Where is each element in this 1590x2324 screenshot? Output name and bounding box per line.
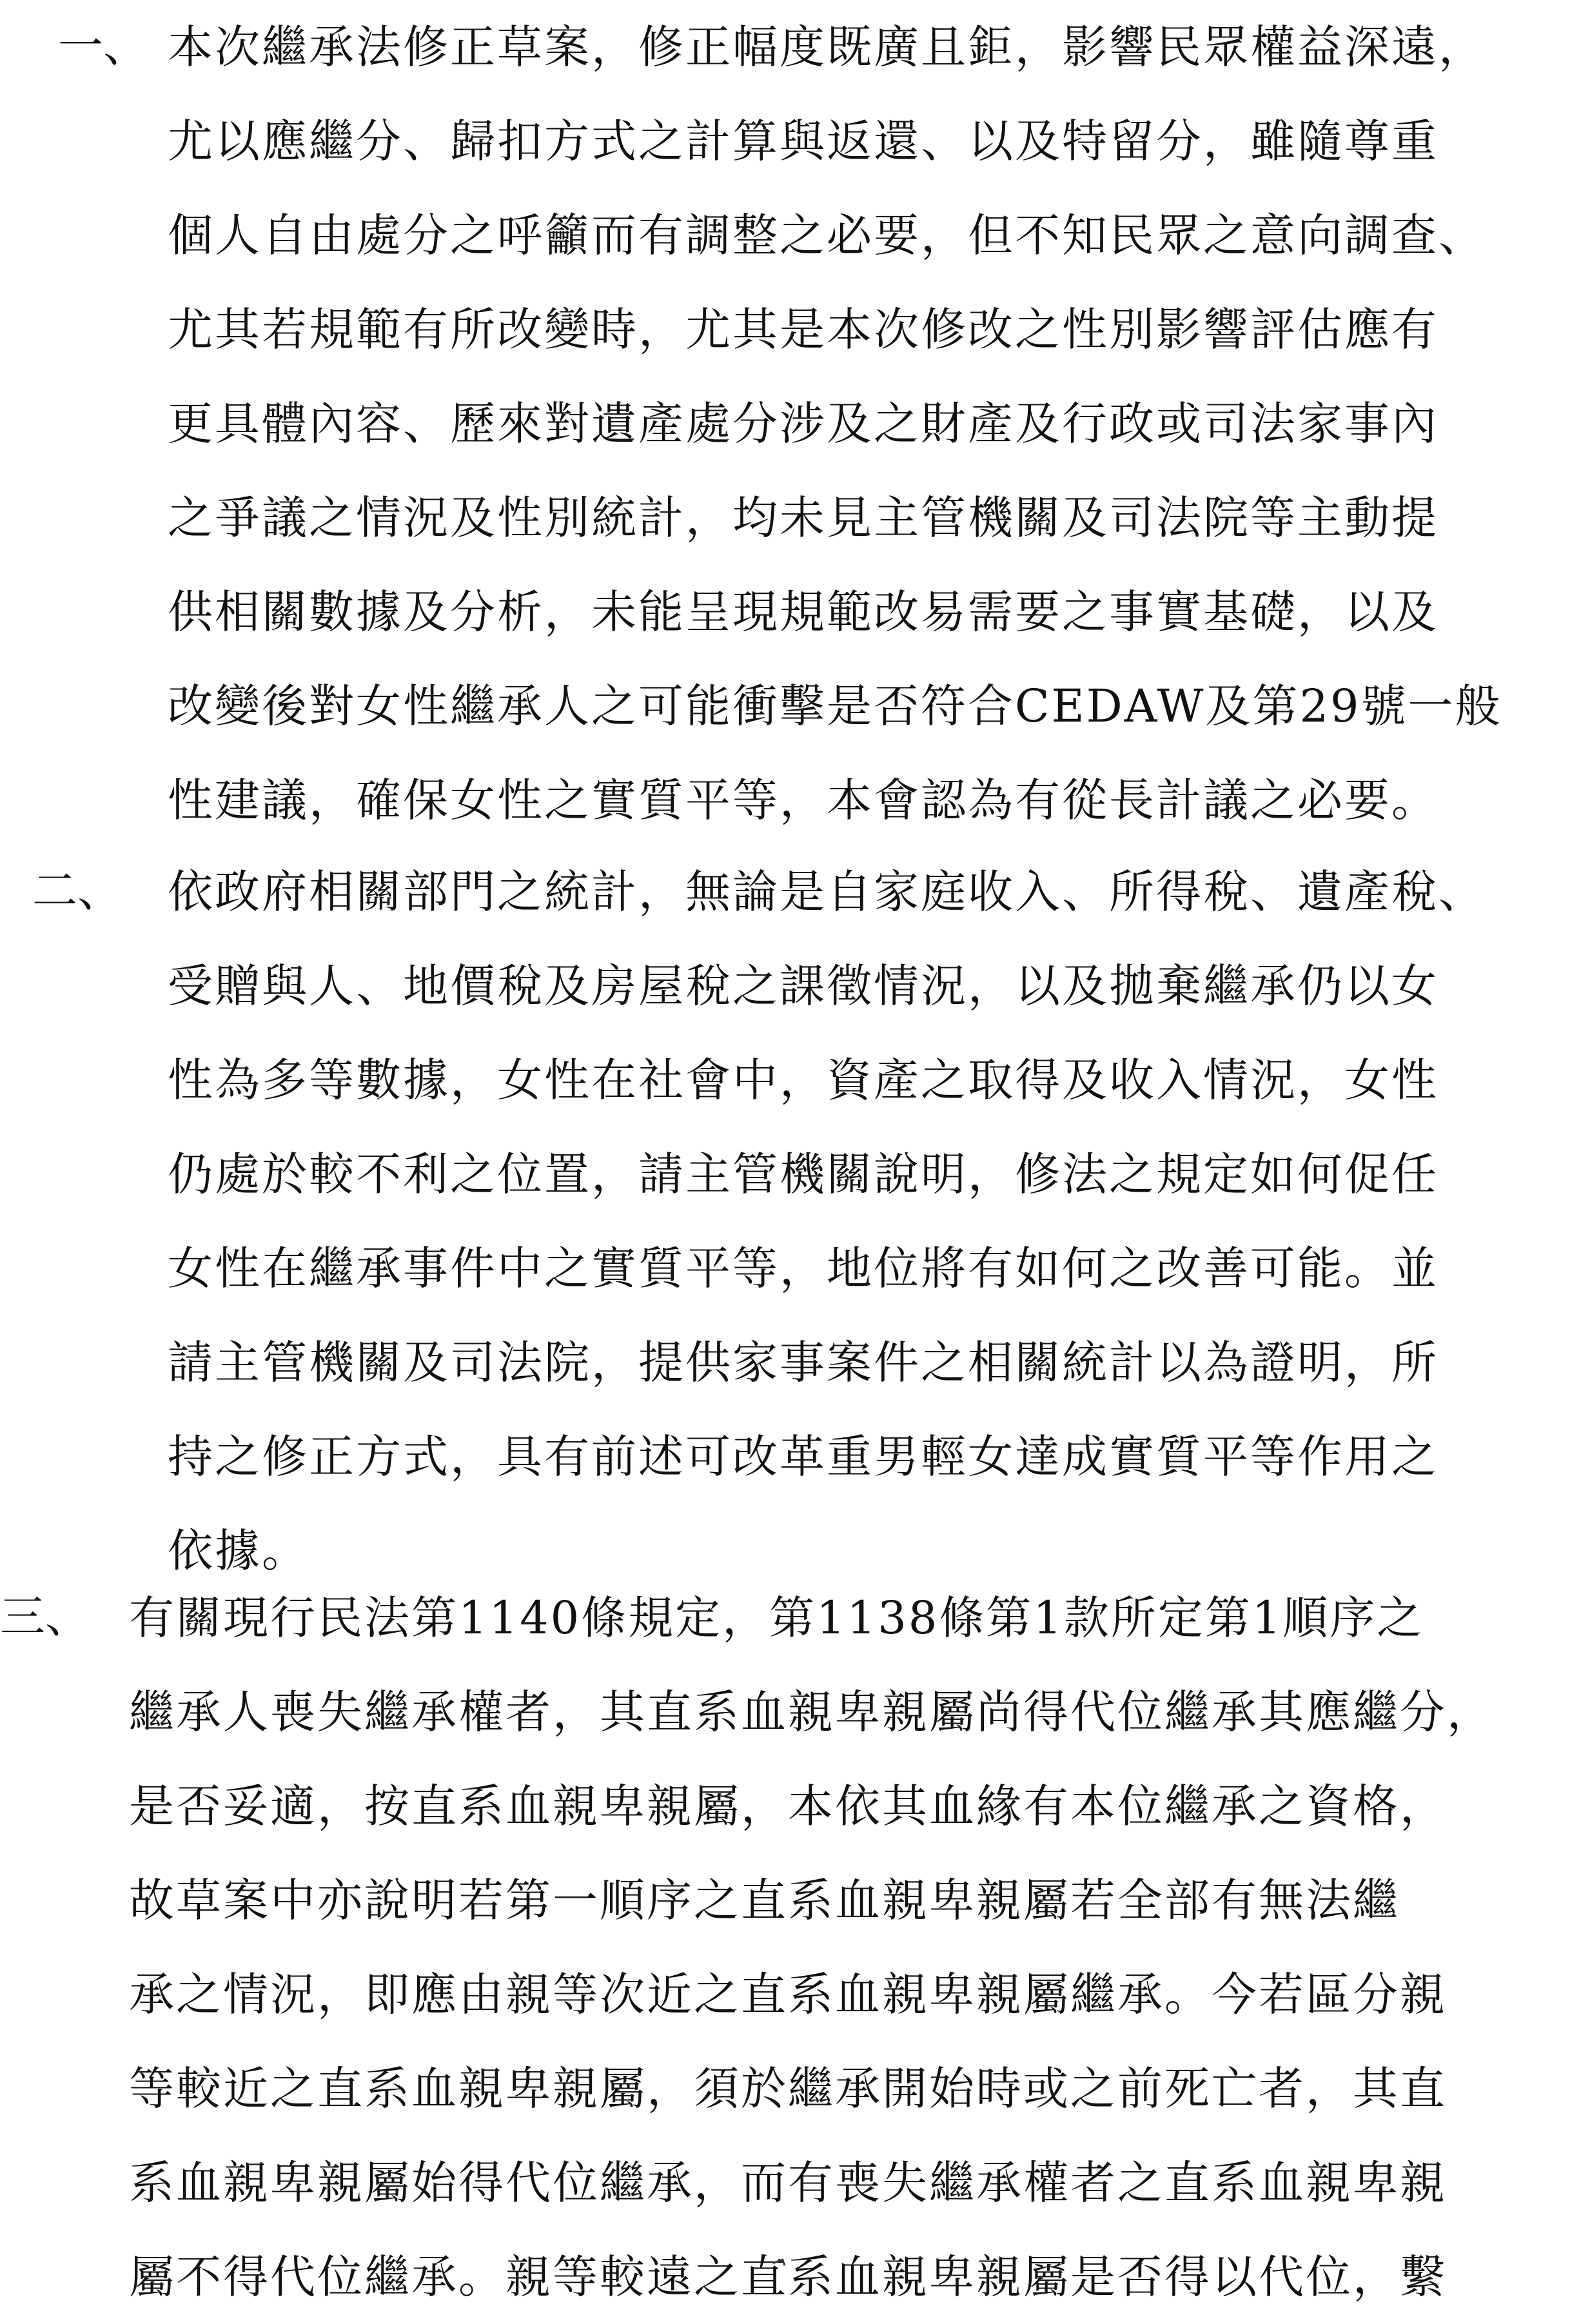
text-line: 系血親卑親屬始得代位繼承，而有喪失繼承權者之直系血親卑親 (129, 2156, 1447, 2209)
text-line: 屬不得代位繼承。親等較遠之直系血親卑親屬是否得以代位，繫 (129, 2250, 1447, 2303)
text-line: 性建議，確保女性之實質平等，本會認為有從長計議之必要。 (168, 774, 1438, 827)
text-line: 是否妥適，按直系血親卑親屬，本依其血緣有本位繼承之資格， (129, 1780, 1447, 1833)
text-line: 依政府相關部門之統計，無論是自家庭收入、所得稅、遺產稅、 (168, 865, 1486, 918)
text-line: 供相關數據及分析，未能呈現規範改易需要之事實基礎，以及 (168, 586, 1438, 638)
text-line: 繼承人喪失繼承權者，其直系血親卑親屬尚得代位繼承其應繼分， (129, 1686, 1494, 1738)
text-line: 尤以應繼分、歸扣方式之計算與返還、以及特留分，雖隨尊重 (168, 115, 1438, 168)
text-line: 女性在繼承事件中之實質平等，地位將有如何之改善可能。並 (168, 1242, 1438, 1295)
text-line: 請主管機關及司法院，提供家事案件之相關統計以為證明，所 (168, 1336, 1438, 1389)
paragraph (129, 1571, 1494, 2324)
text-line: 個人自由處分之呼籲而有調整之必要，但不知民眾之意向調查、 (168, 209, 1486, 262)
item-number: 二、 (32, 864, 123, 917)
text-line: 仍處於較不利之位置，請主管機關說明，修法之規定如何促任 (168, 1148, 1438, 1201)
text-line: 性為多等數據，女性在社會中，資產之取得及收入情況，女性 (168, 1054, 1438, 1107)
text-line: 故草案中亦說明若第一順序之直系血親卑親屬若全部有無法繼 (129, 1874, 1400, 1927)
item-number: 一、 (58, 19, 148, 72)
text-line: 等較近之直系血親卑親屬，須於繼承開始時或之前死亡者，其直 (129, 2062, 1447, 2115)
text-line: 承之情況，即應由親等次近之直系血親卑親屬繼承。今若區分親 (129, 1968, 1447, 2021)
text-line: 持之修正方式，具有前述可改革重男輕女達成實質平等作用之 (168, 1430, 1438, 1483)
text-line: 有關現行民法第1140條規定，第1138條第1款所定第1順序之 (129, 1591, 1424, 1644)
text-line: 依據。 (168, 1524, 309, 1577)
item-number: 三、 (0, 1590, 90, 1643)
text-line: 受贈與人、地價稅及房屋稅之課徵情況，以及拋棄繼承仍以女 (168, 960, 1438, 1012)
text-line: 更具體內容、歷來對遺產處分涉及之財產及行政或司法家事內 (168, 397, 1438, 450)
paragraph (168, 845, 1486, 1598)
text-line: 改變後對女性繼承人之可能衝擊是否符合CEDAW及第29號一般 (168, 680, 1502, 733)
text-line: 尤其若規範有所改變時，尤其是本次修改之性別影響評估應有 (168, 303, 1438, 356)
text-line: 之爭議之情況及性別統計，均未見主管機關及司法院等主動提 (168, 491, 1438, 544)
text-line: 本次繼承法修正草案，修正幅度既廣且鉅，影響民眾權益深遠， (168, 21, 1486, 74)
paragraph (168, 0, 1502, 847)
